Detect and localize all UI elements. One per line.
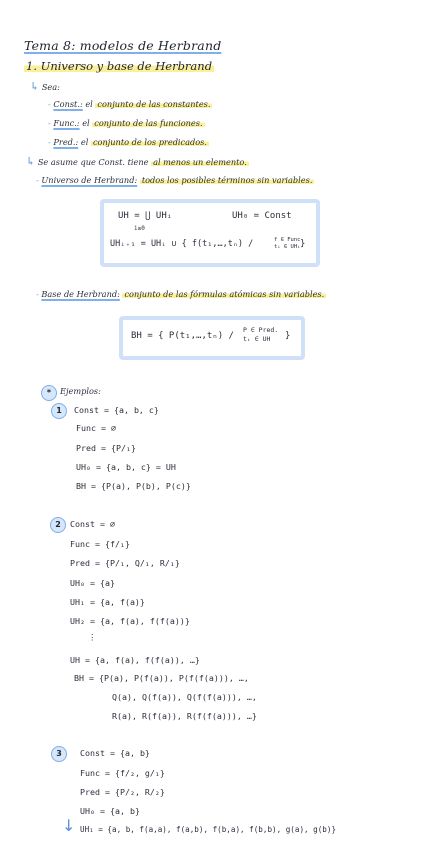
uh-recursive-text: UHᵢ₊₁ = UHᵢ ∪ { f(t₁,…,tₙ) / bbox=[110, 239, 254, 249]
assume-pre: Se asume que Const. tiene bbox=[37, 157, 149, 167]
example-line: UH₀ = {a} bbox=[70, 578, 115, 588]
down-arrow-icon: ↓ bbox=[62, 816, 76, 835]
uh-recursive-conditions bbox=[274, 237, 301, 251]
curved-arrow-icon: ↳ bbox=[26, 155, 36, 168]
universo-term: Universo de Herbrand: bbox=[41, 175, 138, 185]
example-line: BH = {P(a), P(f(a)), P(f(f(a))), …, bbox=[74, 673, 249, 683]
example-line: R(a), R(f(a)), R(f(f(a))), …} bbox=[112, 711, 257, 721]
bh-cond-terms: tᵢ ∈ UH bbox=[243, 335, 271, 343]
dash-icon: - bbox=[48, 137, 51, 147]
base-line bbox=[36, 289, 326, 299]
example-number-badge: 1 bbox=[51, 403, 67, 419]
example-line: Func = {f/₂, g/₁} bbox=[80, 768, 165, 778]
dash-icon: - bbox=[48, 118, 51, 128]
uh-recursive-close: } bbox=[300, 239, 306, 249]
sea-line bbox=[30, 80, 60, 93]
base-highlight: conjunto de las fórmulas atómicas sin variables. bbox=[124, 289, 325, 299]
def-const bbox=[48, 99, 212, 109]
section-heading bbox=[24, 59, 214, 73]
sea-label: Sea: bbox=[41, 82, 60, 92]
uh-union-formula bbox=[118, 211, 172, 221]
assume-highlight: al menos un elemento. bbox=[153, 157, 247, 167]
example-line: Pred = {P/₁} bbox=[76, 443, 136, 453]
example-line: Const = {a, b} bbox=[80, 748, 150, 758]
uh-cond-terms: tᵢ ∈ UHᵢ bbox=[274, 244, 301, 250]
universo-line bbox=[36, 175, 314, 185]
uh0-formula: UH₀ = Const bbox=[232, 211, 292, 221]
dash-icon: - bbox=[36, 289, 39, 299]
universo-highlight: todos los posibles términos sin variables. bbox=[141, 175, 313, 185]
example-line: UH₀ = {a, b, c} = UH bbox=[76, 462, 176, 472]
def-highlight: conjunto de los predicados. bbox=[92, 137, 207, 147]
dash-icon: - bbox=[36, 175, 39, 185]
def-highlight: conjunto de las constantes. bbox=[97, 99, 211, 109]
example-line: Pred = {P/₁, Q/₁, R/₁} bbox=[70, 558, 180, 568]
def-highlight: conjunto de las funciones. bbox=[94, 118, 203, 128]
example-line: Const = {a, b, c} bbox=[74, 405, 159, 415]
example-line: Const = ∅ bbox=[70, 519, 115, 529]
bh-close: } bbox=[285, 331, 291, 341]
assume-line bbox=[26, 155, 249, 168]
examples-label: Ejemplos: bbox=[60, 386, 101, 396]
bh-formula: BH = { P(t₁,…,tₙ) / bbox=[131, 331, 234, 341]
example-line: UH = {a, f(a), f(f(a)), …} bbox=[70, 655, 200, 665]
def-pre: el bbox=[82, 118, 90, 128]
examples-star-icon: * bbox=[41, 385, 57, 401]
example-number-badge: 3 bbox=[51, 746, 67, 762]
example-line: Func = ∅ bbox=[76, 423, 116, 433]
def-term: Func.: bbox=[53, 118, 80, 128]
example-line: Func = {f/₁} bbox=[70, 539, 130, 549]
dash-icon: - bbox=[48, 99, 51, 109]
uh-union-subscript: i≥0 bbox=[134, 225, 145, 232]
bh-cond-pred: P ∈ Pred. bbox=[243, 326, 279, 334]
def-pre: el bbox=[80, 137, 89, 147]
def-pred bbox=[48, 137, 209, 147]
base-term: Base de Herbrand: bbox=[41, 289, 120, 299]
example-line: UH₀ = {a, b} bbox=[80, 806, 140, 816]
section-heading-text: 1. Universo y base de Herbrand bbox=[26, 59, 213, 73]
example-ellipsis: ⋮ bbox=[88, 632, 97, 642]
def-term: Pred.: bbox=[53, 137, 79, 147]
example-line: UH₁ = {a, f(a)} bbox=[70, 597, 145, 607]
base-formula-box bbox=[119, 316, 305, 360]
def-func bbox=[48, 118, 205, 128]
example-number-badge: 2 bbox=[50, 517, 66, 533]
uh-recursive-formula bbox=[110, 239, 253, 249]
example-line: UH₁ = {a, b, f(a,a), f(a,b), f(b,a), f(b,b), g(a), g(b)} bbox=[80, 825, 337, 834]
example-line: UH₂ = {a, f(a), f(f(a))} bbox=[70, 616, 190, 626]
def-pre: el bbox=[85, 99, 93, 109]
page-title: Tema 8: modelos de Herbrand bbox=[24, 38, 222, 53]
example-line: Q(a), Q(f(a)), Q(f(f(a))), …, bbox=[112, 692, 257, 702]
bh-conditions bbox=[243, 326, 278, 344]
universo-formula-box bbox=[100, 199, 320, 267]
curved-arrow-icon: ↳ bbox=[30, 80, 40, 93]
def-term: Const.: bbox=[53, 99, 83, 109]
uh-cond-func: f ∈ Func bbox=[274, 237, 301, 243]
example-line: Pred = {P/₂, R/₂} bbox=[80, 787, 165, 797]
uh-union-text: UH = ⋃ UHᵢ bbox=[118, 211, 173, 221]
example-line: BH = {P(a), P(b), P(c)} bbox=[76, 481, 191, 491]
